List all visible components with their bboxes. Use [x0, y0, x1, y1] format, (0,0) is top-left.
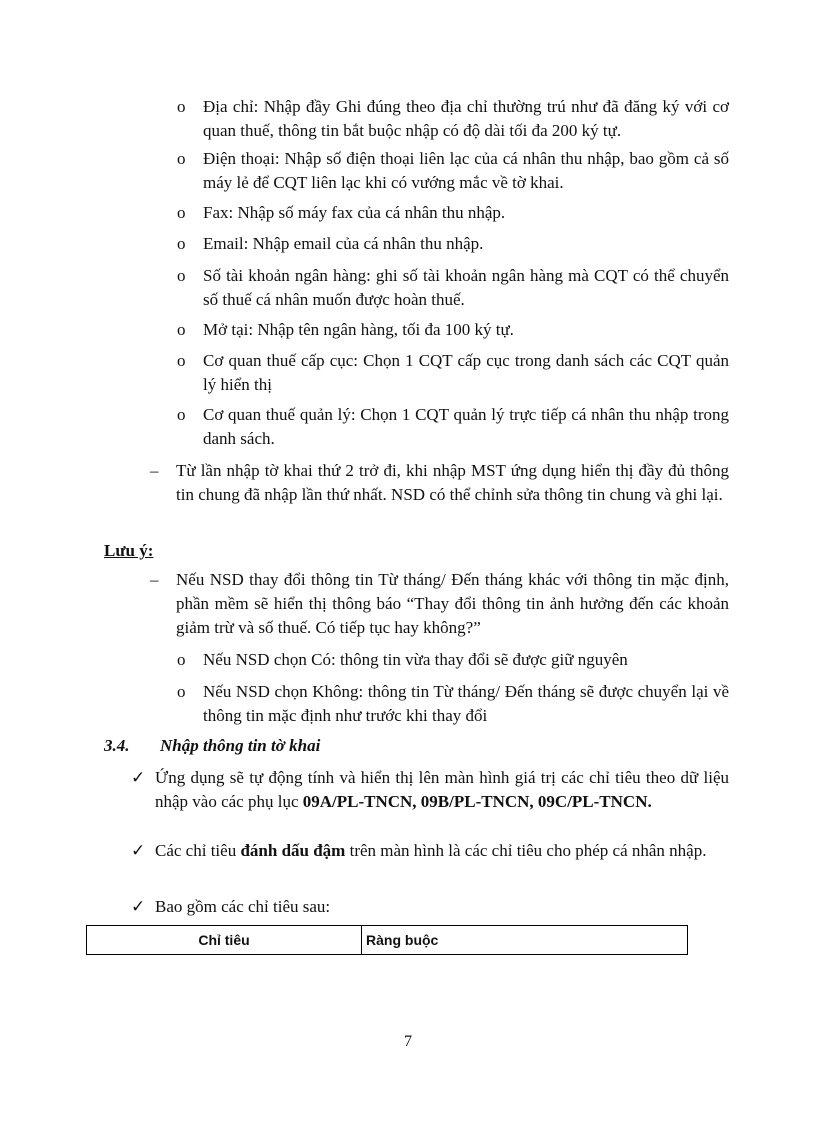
list-item-tax-dept: Cơ quan thuế cấp cục: Chọn 1 CQT cấp cục trong danh sách các CQT quản lý hiển thị [203, 351, 729, 394]
bullet-circle: o [177, 149, 186, 168]
bullet-circle: o [177, 650, 186, 669]
check-item-includes: Bao gồm các chỉ tiêu sau: [155, 897, 331, 916]
bullet-circle: o [177, 682, 186, 701]
list-item-email: Email: Nhập email của cá nhân thu nhập. [203, 234, 484, 253]
list-item-tax-office: Cơ quan thuế quản lý: Chọn 1 CQT quản lý trực tiếp cá nhân thu nhập trong danh sách. [203, 405, 729, 448]
appendix-codes: 09A/PL-TNCN, 09B/PL-TNCN, 09C/PL-TNCN. [302, 792, 652, 811]
bullet-circle: o [177, 203, 186, 222]
bullet-dash: – [150, 461, 159, 480]
bullet-dash: – [150, 570, 159, 589]
check-icon: ✓ [131, 768, 146, 787]
table-header-row [87, 926, 688, 955]
section-number: 3.4. [104, 736, 130, 755]
check-icon: ✓ [131, 897, 146, 916]
list-item-fax: Fax: Nhập số máy fax của cá nhân thu nhập. [203, 203, 506, 222]
check-icon: ✓ [131, 841, 146, 860]
page-number: 7 [404, 1033, 412, 1050]
table-header-criteria: Chỉ tiêu [87, 926, 362, 955]
list-item-phone: Điện thoại: Nhập số điện thoại liên lạc của cá nhân thu nhập, bao gồm cả số máy lẻ để CQT liên lạc khi có vướng mắc về tờ khai. [203, 149, 729, 192]
bullet-circle: o [177, 351, 186, 370]
check-item-auto-calc [155, 766, 729, 814]
bold-term: đánh dấu đậm [240, 841, 346, 860]
list-item-bank-account: Số tài khoản ngân hàng: ghi số tài khoản ngân hàng mà CQT có thể chuyển số thuế cá nhân muốn được hoàn thuế. [203, 266, 729, 309]
paragraph-note: Nếu NSD thay đổi thông tin Từ tháng/ Đến tháng khác với thông tin mặc định, phần mềm sẽ hiển thị thông báo “Thay đổi thông tin ảnh hưởng đến các khoản giảm trừ và số thuế. Có tiếp tục hay không?” [176, 570, 729, 637]
table-header-constraint: Ràng buộc [362, 926, 688, 955]
criteria-table [86, 925, 688, 955]
paragraph-repeat-entry: Từ lần nhập tờ khai thứ 2 trở đi, khi nhập MST ứng dụng hiển thị đầy đủ thông tin chung đã nhập lần thứ nhất. NSD có thể chỉnh sửa thông tin chung và ghi lại. [176, 461, 729, 504]
check-item-bold-fields [155, 839, 729, 863]
check-item-text: trên màn hình là các chỉ tiêu cho phép cá nhân nhập. [345, 841, 707, 860]
list-item-bank-name: Mở tại: Nhập tên ngân hàng, tối đa 100 ký tự. [203, 320, 514, 339]
note-label: Lưu ý: [104, 541, 154, 560]
section-title: Nhập thông tin tờ khai [160, 736, 321, 755]
bullet-circle: o [177, 234, 186, 253]
bullet-circle: o [177, 405, 186, 424]
list-item-address: Địa chỉ: Nhập đầy Ghi đúng theo địa chỉ thường trú như đã đăng ký với cơ quan thuế, thông tin bắt buộc nhập có độ dài tối đa 200 ký tự. [203, 97, 729, 140]
bullet-circle: o [177, 320, 186, 339]
check-item-text: Ứng dụng sẽ tự động tính và hiển thị lên màn hình giá trị các chỉ tiêu theo dữ liệu nhập vào các phụ lục [155, 768, 729, 811]
bullet-circle: o [177, 266, 186, 285]
list-item-choose-yes: Nếu NSD chọn Có: thông tin vừa thay đổi sẽ được giữ nguyên [203, 650, 628, 669]
bullet-circle: o [177, 97, 186, 116]
list-item-choose-no: Nếu NSD chọn Không: thông tin Từ tháng/ Đến tháng sẽ được chuyển lại về thông tin mặc định như trước khi thay đổi [203, 682, 729, 725]
check-item-text: Các chỉ tiêu [155, 841, 241, 860]
